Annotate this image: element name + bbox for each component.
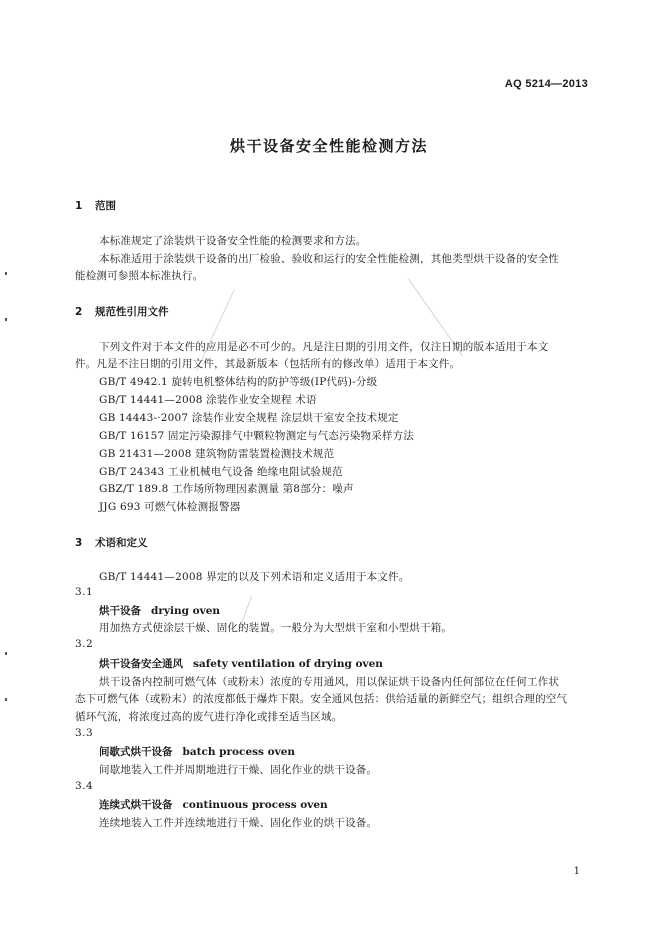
- scan-artifact-dot: [5, 272, 7, 275]
- document-title: 烘干设备安全性能检测方法: [229, 137, 428, 155]
- term-number: 3.2: [75, 638, 94, 650]
- term-en: batch process oven: [182, 746, 296, 758]
- term-heading: [99, 744, 295, 759]
- term-definition-line-1: 烘干设备内控制可燃气体（或粉末）浓度的专用通风，用以保证烘干设备内任何部位在任何工作状: [99, 676, 560, 688]
- scope-paragraph-2-line-2: 能检测可参照本标准执行。: [75, 270, 204, 282]
- reference-item: GBZ/T 189.8 工作场所物理因素测量 第8部分：噪声: [99, 483, 354, 495]
- page-number: 1: [573, 866, 580, 877]
- term-zh: 连续式烘干设备: [99, 799, 173, 811]
- section-number: 2: [75, 306, 83, 318]
- section-heading-terms: [75, 535, 148, 550]
- term-number: 3.1: [75, 586, 94, 598]
- reference-item: GB/T 24343 工业机械电气设备 绝缘电阻试验规范: [99, 466, 343, 478]
- section-number: 3: [75, 537, 83, 549]
- term-heading: [99, 656, 383, 671]
- section-heading-normative-references: [75, 304, 169, 319]
- terms-intro: GB/T 14441—2008 界定的以及下列术语和定义适用于本文件。: [99, 571, 410, 583]
- term-definition: 连续地装入工件并连续地进行干燥、固化作业的烘干设备。: [99, 817, 378, 829]
- term-en: safety ventilation of drying oven: [193, 658, 383, 670]
- standard-code: AQ 5214—2013: [504, 78, 588, 90]
- reference-item: GB/T 14441—2008 涂装作业安全规程 术语: [99, 394, 317, 406]
- scope-paragraph-2-line-1: 本标准适用于涂装烘干设备的出厂检验、验收和运行的安全性能检测，其他类型烘干设备的安全性: [99, 253, 560, 265]
- section-title: 术语和定义: [95, 537, 148, 549]
- term-zh: 烘干设备: [99, 605, 141, 617]
- term-en: drying oven: [151, 605, 221, 617]
- section-heading-scope: [75, 198, 116, 213]
- term-en: continuous process oven: [182, 799, 328, 811]
- scan-artifact-dot: [5, 652, 7, 655]
- references-intro-line-2: 件。凡是不注日期的引用文件，其最新版本（包括所有的修改单）适用于本文件。: [75, 358, 461, 370]
- term-definition: 用加热方式使涂层干燥、固化的装置。一般分为大型烘干室和小型烘干箱。: [99, 622, 453, 634]
- term-definition-line-2: 态下可燃气体（或粉末）的浓度都低于爆炸下限。安全通风包括：供给适量的新鲜空气；组织合理的空气: [75, 693, 568, 705]
- term-definition-line-3: 循环气流，将浓度过高的废气进行净化或排至适当区域。: [75, 711, 343, 723]
- term-heading: [99, 797, 328, 812]
- scan-artifact-dot: [5, 698, 7, 701]
- reference-item: GB/T 16157 固定污染源排气中颗粒物测定与气态污染物采样方法: [99, 430, 415, 442]
- section-title: 规范性引用文件: [95, 306, 169, 318]
- term-number: 3.4: [75, 780, 94, 792]
- term-heading: [99, 603, 220, 618]
- section-number: 1: [75, 200, 83, 212]
- reference-item: GB 14443-·2007 涂装作业安全规程 涂层烘干室安全技术规定: [99, 412, 399, 424]
- reference-item: JJG 693 可燃气体检测报警器: [99, 501, 241, 513]
- section-title: 范围: [95, 200, 116, 212]
- term-zh: 烘干设备安全通风: [99, 658, 183, 670]
- reference-item: GB 21431—2008 建筑物防雷装置检测技术规范: [99, 448, 335, 460]
- scope-paragraph-1: 本标准规定了涂装烘干设备安全性能的检测要求和方法。: [99, 235, 367, 247]
- term-zh: 间歇式烘干设备: [99, 746, 173, 758]
- references-intro-line-1: 下列文件对于本文件的应用是必不可少的。凡是注日期的引用文件，仅注日期的版本适用于本文: [99, 341, 549, 353]
- term-definition: 间歇地装入工件并周期地进行干燥、固化作业的烘干设备。: [99, 764, 378, 776]
- scan-artifact-dot: [5, 318, 7, 321]
- reference-item: GB/T 4942.1 旋转电机整体结构的防护等级(IP代码)-分级: [99, 376, 378, 388]
- term-number: 3.3: [75, 727, 94, 739]
